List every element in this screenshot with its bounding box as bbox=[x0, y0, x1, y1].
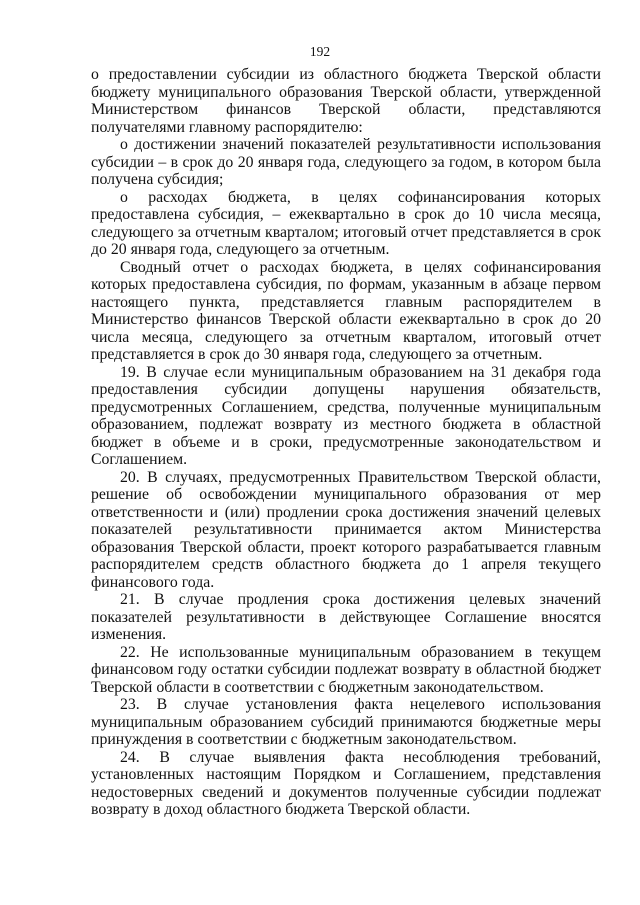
document-body bbox=[91, 66, 601, 819]
paragraph-intro-continuation: о предоставлении субсидии из областного бюджета Тверской области бюджету муниципального образования Тверской области, утвержденной Министерством финансов Тверской области, представляются получателями главному распорядителю: bbox=[91, 66, 601, 136]
page-number: 192 bbox=[309, 44, 331, 59]
paragraph-consolidated-report: Сводный отчет о расходах бюджета, в целях софинансирования которых предоставлена субсидия, по формам, указанным в абзаце первом настоящего пункта, представляется главным распорядителем в Министерство финансов Тверской области ежеквартально в срок до 20 числа месяца, следующего за отчетным кварталом, итоговый отчет представляется в срок до 30 января года, следующего за отчетным. bbox=[91, 258, 601, 363]
paragraph-item-20: 20. В случаях, предусмотренных Правительством Тверской области, решение об освобождении муниципального образования от мер ответственности и (или) продлении срока достижения значений целевых показателей результативности принимается актом Министерства образования Тверской области, проект которого разрабатывается главным распорядителем средств областного бюджета до 1 апреля текущего финансового года. bbox=[91, 468, 601, 591]
paragraph-expense-report: о расходах бюджета, в целях софинансирования которых предоставлена субсидия, – ежеквартально в срок до 10 числа месяца, следующего за отчетным кварталом; итоговый отчет представляется в срок до 20 января года, следующего за отчетным. bbox=[91, 188, 601, 258]
paragraph-item-22: 22. Не использованные муниципальным образованием в текущем финансовом году остатки субсидии подлежат возврату в областной бюджет Тверской области в соответствии с бюджетным законодательством. bbox=[91, 643, 601, 696]
paragraph-item-24: 24. В случае выявления факта несоблюдения требований, установленных настоящим Порядком и Соглашением, представления недостоверных сведений и документов полученные субсидии подлежат возврату в доход областного бюджета Тверской области. bbox=[91, 748, 601, 818]
paragraph-item-23: 23. В случае установления факта нецелевого использования муниципальным образованием субсидий принимаются бюджетные меры принуждения в соответствии с бюджетным законодательством. bbox=[91, 696, 601, 748]
paragraph-item-21: 21. В случае продления срока достижения целевых значений показателей результативности в действующее Соглашение вносятся изменения. bbox=[91, 591, 601, 643]
paragraph-item-19: 19. В случае если муниципальным образованием на 31 декабря года предоставления субсидии допущены нарушения обязательств, предусмотренных Соглашением, средства, полученные муниципальным образованием, подлежат возврату из местного бюджета в областной бюджет в объеме и в сроки, предусмотренные законодательством и Соглашением. bbox=[91, 363, 601, 468]
paragraph-performance-report: о достижении значений показателей результативности использования субсидии – в срок до 20 января года, следующего за годом, в котором была получена субсидия; bbox=[91, 136, 601, 188]
